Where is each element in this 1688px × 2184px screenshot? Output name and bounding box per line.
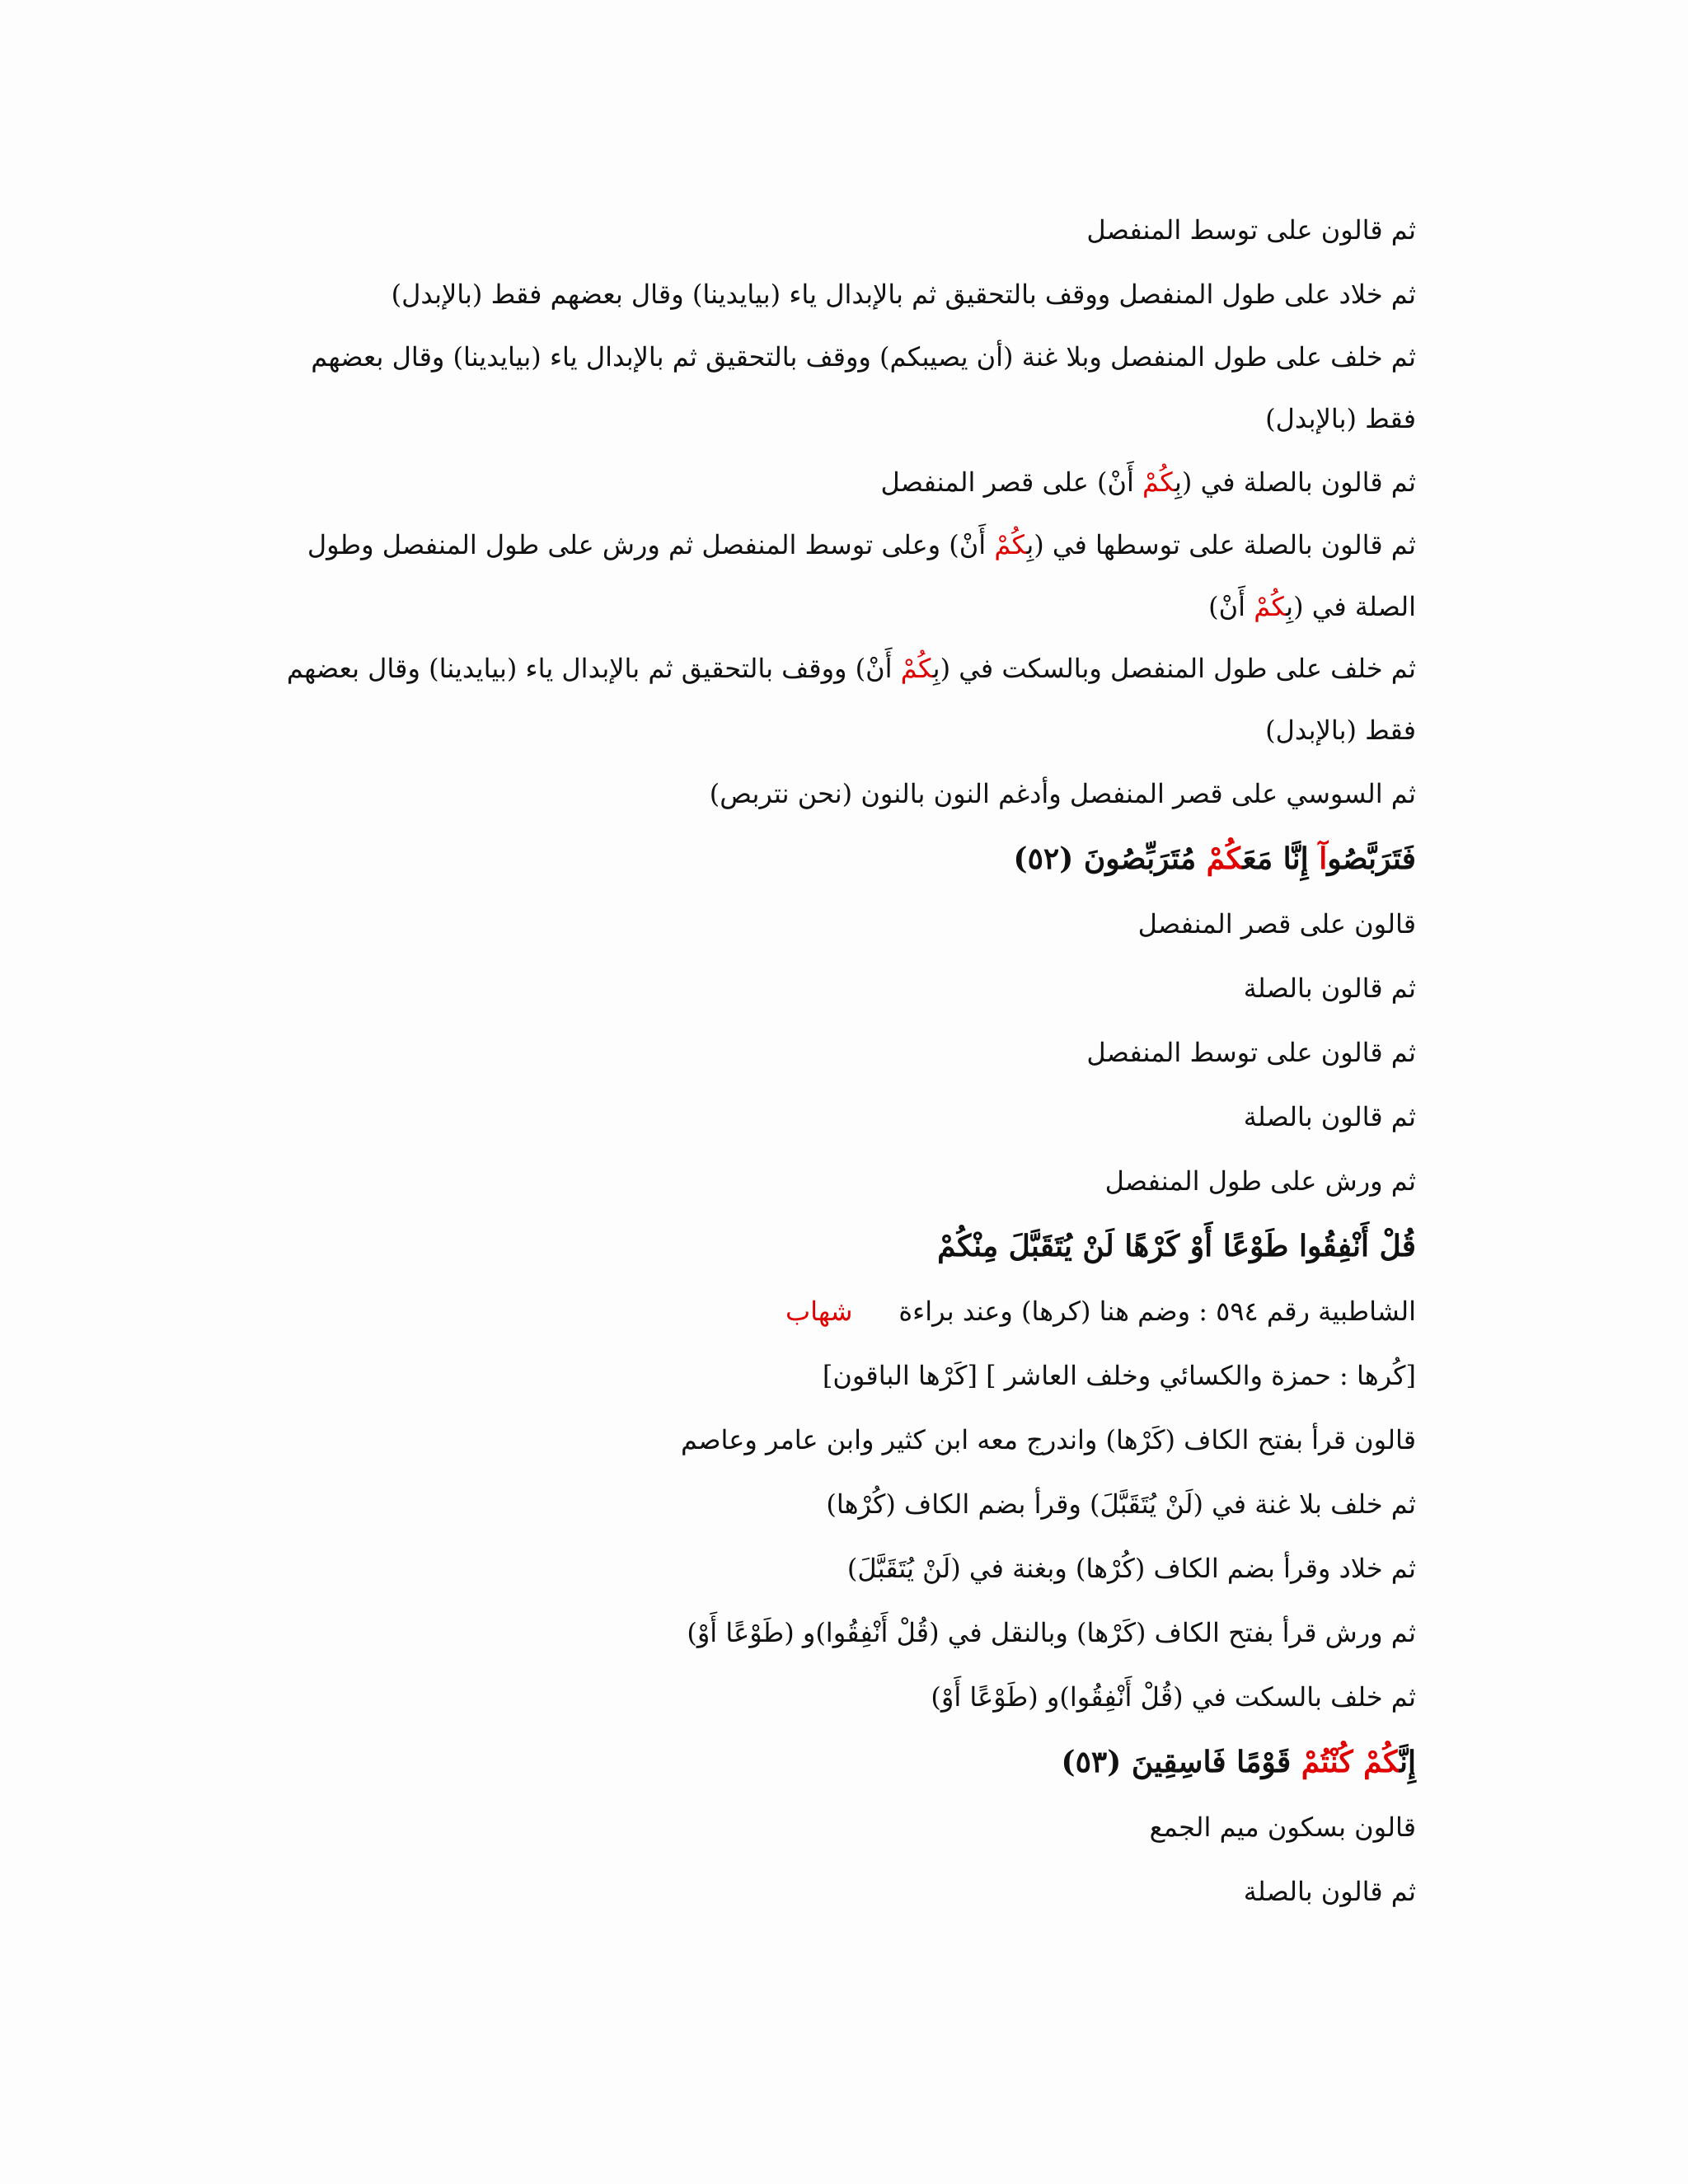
text-segment: أَنْ) وعلى توسط المنفصل ثم ورش على طول المنفصل وطول الصلة في (بِ (307, 529, 1416, 622)
text-segment: أَنْ) على قصر المنفصل (880, 466, 1143, 498)
text-line: ثم خلف على طول المنفصل وبلا غنة (أن يصيبكم) ووقف بالتحقيق ثم بالإبدال ياء (بيايدينا) وقال بعضهم فقط (بالإبدل) (311, 341, 1416, 434)
quran-verse: قُلْ أَنْفِقُوا طَوْعًا أَوْ كَرْهًا لَنْ يُتَقَبَّلَ مِنْكُمْ (937, 1229, 1416, 1263)
text-segment: الشاطبية رقم ٥٩٤ : وضم هنا (كرها) وعند براءة (898, 1296, 1416, 1327)
text-segment: أَنْ) ووقف بالتحقيق ثم بالإبدال ياء (بيايدينا) وقال بعضهم فقط (بالإبدل) (286, 653, 1416, 746)
text-line: ثم خلف بالسكت في (قُلْ أَنْفِقُوا)و (طَوْعًا أَوْ) (931, 1681, 1416, 1713)
highlighted-word: كُمْ (1206, 841, 1243, 876)
text-line: ثم ورش قرأ بفتح الكاف (كَرْها) وبالنقل في (قُلْ أَنْفِقُوا)و (طَوْعًا أَوْ) (687, 1617, 1416, 1648)
highlighted-word: شهاب (785, 1296, 853, 1327)
text-line (262, 514, 1416, 638)
text-line: [كُرها : حمزة والكسائي وخلف العاشر ] [كَرْها الباقون] (822, 1360, 1416, 1391)
text-line (262, 638, 1416, 762)
document-page (262, 198, 1416, 1924)
highlighted-word: آ (1319, 841, 1328, 876)
text-line: ثم ورش على طول المنفصل (1104, 1165, 1416, 1197)
text-line: ثم خلف بلا غنة في (لَنْ يُتَقَبَّلَ) وقرأ بضم الكاف (كُرْها) (826, 1488, 1416, 1520)
verse-segment: إِنَّا مَعَ (1242, 841, 1320, 876)
text-line (262, 450, 1416, 514)
text-segment: ثم قالون بالصلة على توسطها في (بِ (1026, 529, 1416, 560)
text-line (262, 1279, 1416, 1343)
text-line: ثم قالون على توسط المنفصل (1086, 214, 1416, 246)
text-line: ثم قالون على توسط المنفصل (1086, 1037, 1416, 1068)
verse-segment: قَوْمًا فَاسِقِينَ (٥٣) (1061, 1745, 1301, 1779)
text-line: ثم قالون بالصلة (1243, 972, 1416, 1004)
text-segment: ثم قالون بالصلة في (بِ (1175, 466, 1416, 498)
highlighted-word: كُمْ (1142, 466, 1175, 498)
text-segment: أَنْ) (1208, 591, 1254, 622)
text-line: ثم خلاد وقرأ بضم الكاف (كُرْها) وبغنة في (لَنْ يُتَقَبَّلَ) (846, 1553, 1416, 1584)
highlighted-word: كُمْ (994, 529, 1027, 560)
text-line: قالون على قصر المنفصل (1137, 908, 1416, 940)
text-segment: ثم خلف على طول المنفصل وبالسكت في (بِ (932, 653, 1416, 684)
highlighted-word: كُمْ (900, 653, 933, 684)
verse-segment: مُتَرَبِّصُونَ (٥٢) (1013, 841, 1207, 876)
quran-verse (262, 826, 1416, 892)
text-line: قالون بسكون ميم الجمع (1149, 1811, 1416, 1843)
verse-segment: إِنَّ (1399, 1745, 1416, 1779)
text-line: ثم قالون بالصلة (1243, 1101, 1416, 1132)
text-line: قالون قرأ بفتح الكاف (كَرْها) واندرج معه ابن كثير وابن عامر وعاصم (681, 1424, 1416, 1455)
text-line: ثم السوسي على قصر المنفصل وأدغم النون بالنون (نحن نتربص) (709, 778, 1416, 809)
text-line: ثم قالون بالصلة (1243, 1876, 1416, 1907)
highlighted-word: كُمْ كُنْتُمْ (1301, 1745, 1400, 1779)
verse-segment: فَتَرَبَّصُو (1327, 841, 1416, 876)
text-line: ثم خلاد على طول المنفصل ووقف بالتحقيق ثم بالإبدال ياء (بيايدينا) وقال بعضهم فقط (بالإبدل) (391, 279, 1416, 310)
highlighted-word: كُمْ (1254, 591, 1287, 622)
quran-verse (262, 1729, 1416, 1795)
